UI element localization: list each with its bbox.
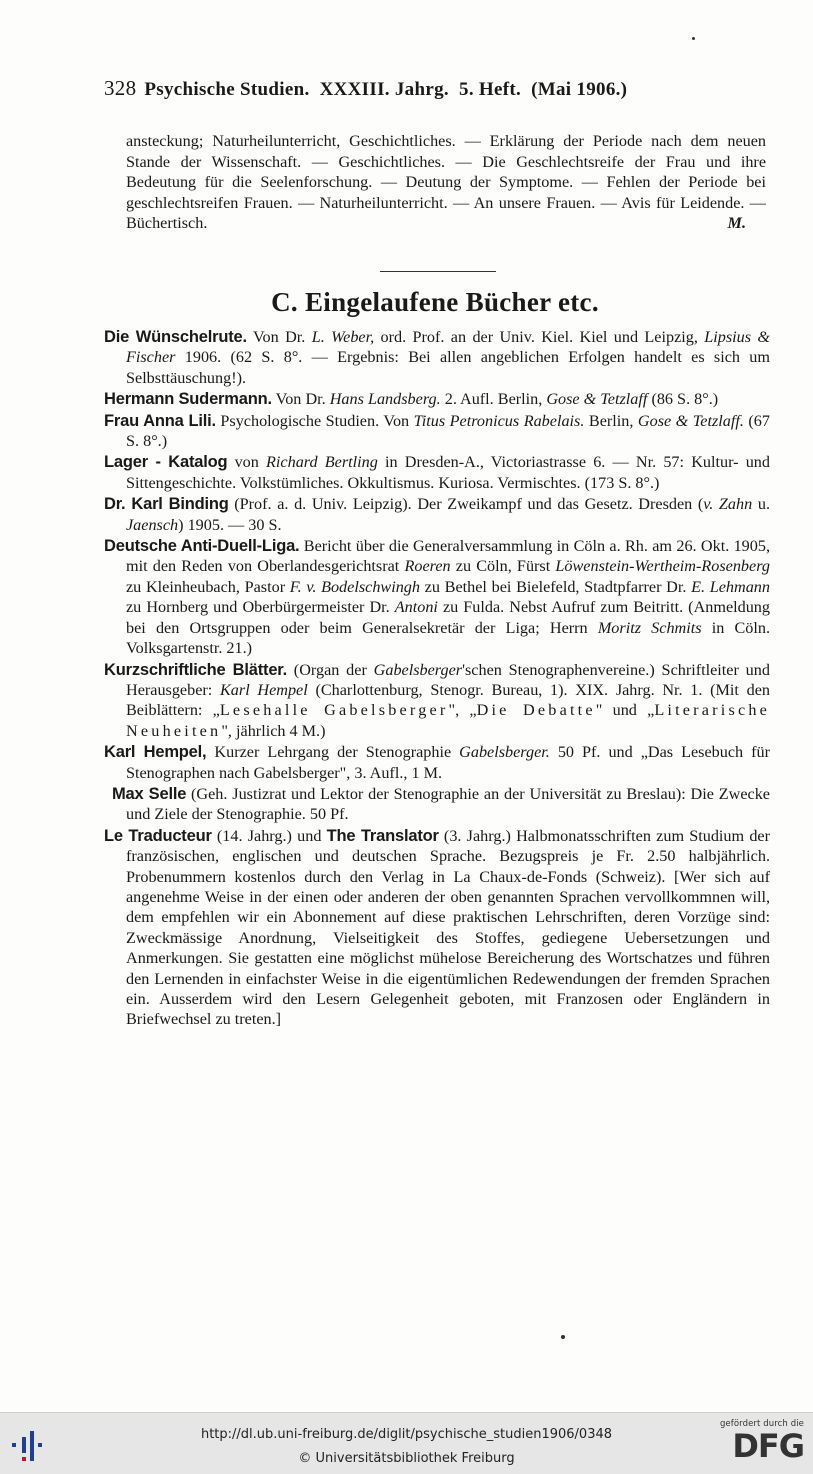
page-number: 328 bbox=[104, 76, 137, 100]
section-heading: C. Eingelaufene Bücher etc. bbox=[271, 287, 599, 317]
book-entry: Frau Anna Lili. Psychologische Studien. Von Titus Petronicus Rabelais. Berlin, Gose & Tetzlaff. (67 S. 8°.) bbox=[104, 411, 770, 451]
entry-title: Dr. Karl Binding bbox=[104, 495, 229, 514]
book-entry: Karl Hempel, Kurzer Lehrgang der Stenographie Gabelsberger. 50 Pf. und „Das Lesebuch für Stenographen nach Gabelsberger", 3. Aufl., 1 M. bbox=[104, 743, 770, 782]
entry-spaced-title: Lesehalle Gabelsberger bbox=[219, 701, 449, 720]
entry-italic-name: Jaensch bbox=[126, 515, 179, 534]
entry-italic-name: Gose & Tetzlaff. bbox=[637, 411, 744, 430]
footer-bar bbox=[0, 1412, 813, 1474]
book-entry: Kurzschriftliche Blätter. (Organ der Gabelsberger'schen Stenographenvereine.) Schriftleiter und Herausgeber: Karl Hempel (Charlottenburg, Stenogr. Bureau, 1). XIX. Jahrg. Nr. 1. (Mit den Beiblättern: „Lesehalle Gabelsberger", „Die Debatte" und „Literarische Neuheiten", jährlich 4 M.) bbox=[104, 660, 771, 740]
entry-italic-name: Hans Landsberg. bbox=[329, 390, 441, 409]
entry-italic-name: Roeren bbox=[404, 557, 451, 576]
entry-title: Die Wünschelrute. bbox=[104, 328, 247, 346]
review-signature: M. bbox=[727, 214, 746, 232]
dfg-wordmark: DFG bbox=[732, 1427, 804, 1465]
entry-title: Frau Anna Lili. bbox=[104, 411, 216, 430]
entry-italic-name: Gose & Tetzlaff bbox=[546, 390, 648, 409]
running-head-title: Psychische Studien. XXXIII. Jahrg. 5. Heft. (Mai 1906.) bbox=[144, 79, 628, 100]
entry-title: Le Traducteur bbox=[104, 826, 212, 845]
entry-title: The Translator bbox=[326, 826, 439, 845]
entry-spaced-title: Literarische Neuheiten bbox=[126, 701, 771, 740]
entry-title: Karl Hempel, bbox=[104, 743, 207, 762]
dfg-logo-icon bbox=[716, 1419, 808, 1469]
book-entry: Deutsche Anti-Duell-Liga. Bericht über die Generalversammlung in Cöln a. Rh. am 26. Okt. 1905, mit den Reden von Oberlandesgerichtsrat Roeren zu Cöln, Fürst Löwenstein-Wertheim-Rosenberg zu Kleinheubach, Pastor F. v. Bodelschwingh zu Bethel bei Bielefeld, Stadtpfarrer Dr. E. Lehmann zu Hornberg und Oberbürgermeister Dr. Antoni zu Fulda. Nebst Aufruf zum Beitritt. (Anmeldung bei den Ortsgruppen oder beim Generalsekretär der Liga; Herrn Moritz Schmits in Cöln. Volksgartenstr. 21.) bbox=[104, 537, 771, 658]
entry-italic-name: Antoni bbox=[394, 598, 438, 617]
entry-title: Lager - Katalog bbox=[104, 453, 228, 472]
entry-italic-name: Gabelsberger bbox=[373, 660, 463, 679]
entry-italic-name: Karl Hempel bbox=[220, 680, 308, 699]
document-url[interactable]: http://dl.ub.uni-freiburg.de/diglit/psychische_studien1906/0348 bbox=[200, 1427, 613, 1442]
entry-italic-name: Lipsius & Fischer bbox=[126, 328, 771, 367]
entry-italic-name: E. Lehmann bbox=[691, 577, 770, 596]
book-entry: Die Wünschelrute. Von Dr. L. Weber, ord. Prof. an der Univ. Kiel. Kiel und Leipzig, Lipsius & Fischer 1906. (62 S. 8°. — Ergebnis: Bei allen angeblichen Erfolgen handelt es sich um Selbsttäuschung!). bbox=[104, 328, 771, 387]
entry-title: Max Selle bbox=[112, 784, 187, 803]
entry-italic-name: Richard Bertling bbox=[266, 453, 378, 472]
entry-italic-name: Titus Petronicus Rabelais. bbox=[413, 411, 585, 430]
entry-italic-name: F. v. Bodelschwingh bbox=[289, 577, 420, 596]
book-entry: Hermann Sudermann. Von Dr. Hans Landsberg. 2. Aufl. Berlin, Gose & Tetzlaff (86 S. 8°.) bbox=[104, 390, 719, 409]
entry-italic-name: L. Weber, bbox=[311, 328, 375, 346]
entry-spaced-title: Die Debatte bbox=[476, 701, 596, 720]
book-entry: Dr. Karl Binding (Prof. a. d. Univ. Leipzig). Der Zweikampf und das Gesetz. Dresden (v. Zahn u. Jaensch) 1905. — 30 S. bbox=[104, 495, 770, 534]
book-list bbox=[104, 327, 770, 1031]
previous-review-text: ansteckung; Naturheilunterricht, Geschichtliches. — Erklärung der Periode nach dem neuen Stande der Wissenschaft. — Geschichtliches. — Die Geschlechtsreife der Frau und ihre Bedeutung für die Seelenforschung. — Deutung der Symptome. — Fehlen der Periode bei geschlechtsreifen Frauen. — Naturheilunterricht. — An unsere Frauen. — Avis für Leidende. — Büchertisch. bbox=[126, 132, 766, 232]
entry-italic-name: v. Zahn bbox=[703, 495, 753, 514]
book-entry: Max Selle (Geh. Justizrat und Lektor der Stenographie an der Universität zu Breslau): Die Zwecke und Ziele der Stenographie. 50 Pf. bbox=[112, 784, 770, 824]
entry-italic-name: Gabelsberger. bbox=[459, 743, 550, 762]
dfg-funding-note: gefördert durch die bbox=[719, 1419, 804, 1429]
entry-italic-name: Löwenstein-Wertheim-Rosenberg bbox=[555, 557, 770, 576]
book-entry: Lager - Katalog von Richard Bertling in Dresden-A., Victoriastrasse 6. — Nr. 57: Kultur- und Sittengeschichte. Volkstümliches. Okkultismus. Kuriosa. Vermischtes. (173 S. 8°.) bbox=[104, 453, 770, 492]
scan-speck bbox=[561, 1335, 565, 1339]
entry-title: Kurzschriftliche Blätter. bbox=[104, 660, 287, 679]
entry-title: Deutsche Anti-Duell-Liga. bbox=[104, 537, 300, 556]
separator-rule bbox=[380, 271, 496, 272]
running-head bbox=[104, 76, 744, 101]
entry-title: Hermann Sudermann. bbox=[104, 390, 272, 409]
previous-review-continuation bbox=[126, 131, 766, 234]
book-entry: Le Traducteur (14. Jahrg.) und The Translator (3. Jahrg.) Halbmonatsschriften zum Studium der französischen, englischen und deutschen Sprache. Bezugspreis je Fr. 2.50 halbjährlich. Probenummern kostenlos durch den Verlag in La Chaux-de-Fonds (Schweiz). [Wer sich auf angenehme Weise in der einen oder anderen der oben genannten Sprachen vervollkommnen will, dem empfehlen wir ein Abonnement auf diese praktischen Lehrschriften, deren Vorzüge sind: Zweckmässige Anordnung, Vielseitigkeit des Stoffes, gediegene Uebersetzungen und Anmerkungen. Sie gestatten eine möglichst mühelose Bereicherung des Wortschatzes und führen den Lernenden in einfachster Weise in die eigentümlichen Redewendungen der fremden Sprachen ein. Ausserdem wird den Lesern Gelegenheit geboten, mit Franzosen oder Engländern in Briefwechsel zu treten.] bbox=[104, 826, 770, 1029]
entry-italic-name: Moritz Schmits bbox=[597, 618, 702, 637]
copyright-notice: © Universitätsbibliothek Freiburg bbox=[298, 1451, 515, 1466]
scan-speck bbox=[692, 37, 695, 40]
